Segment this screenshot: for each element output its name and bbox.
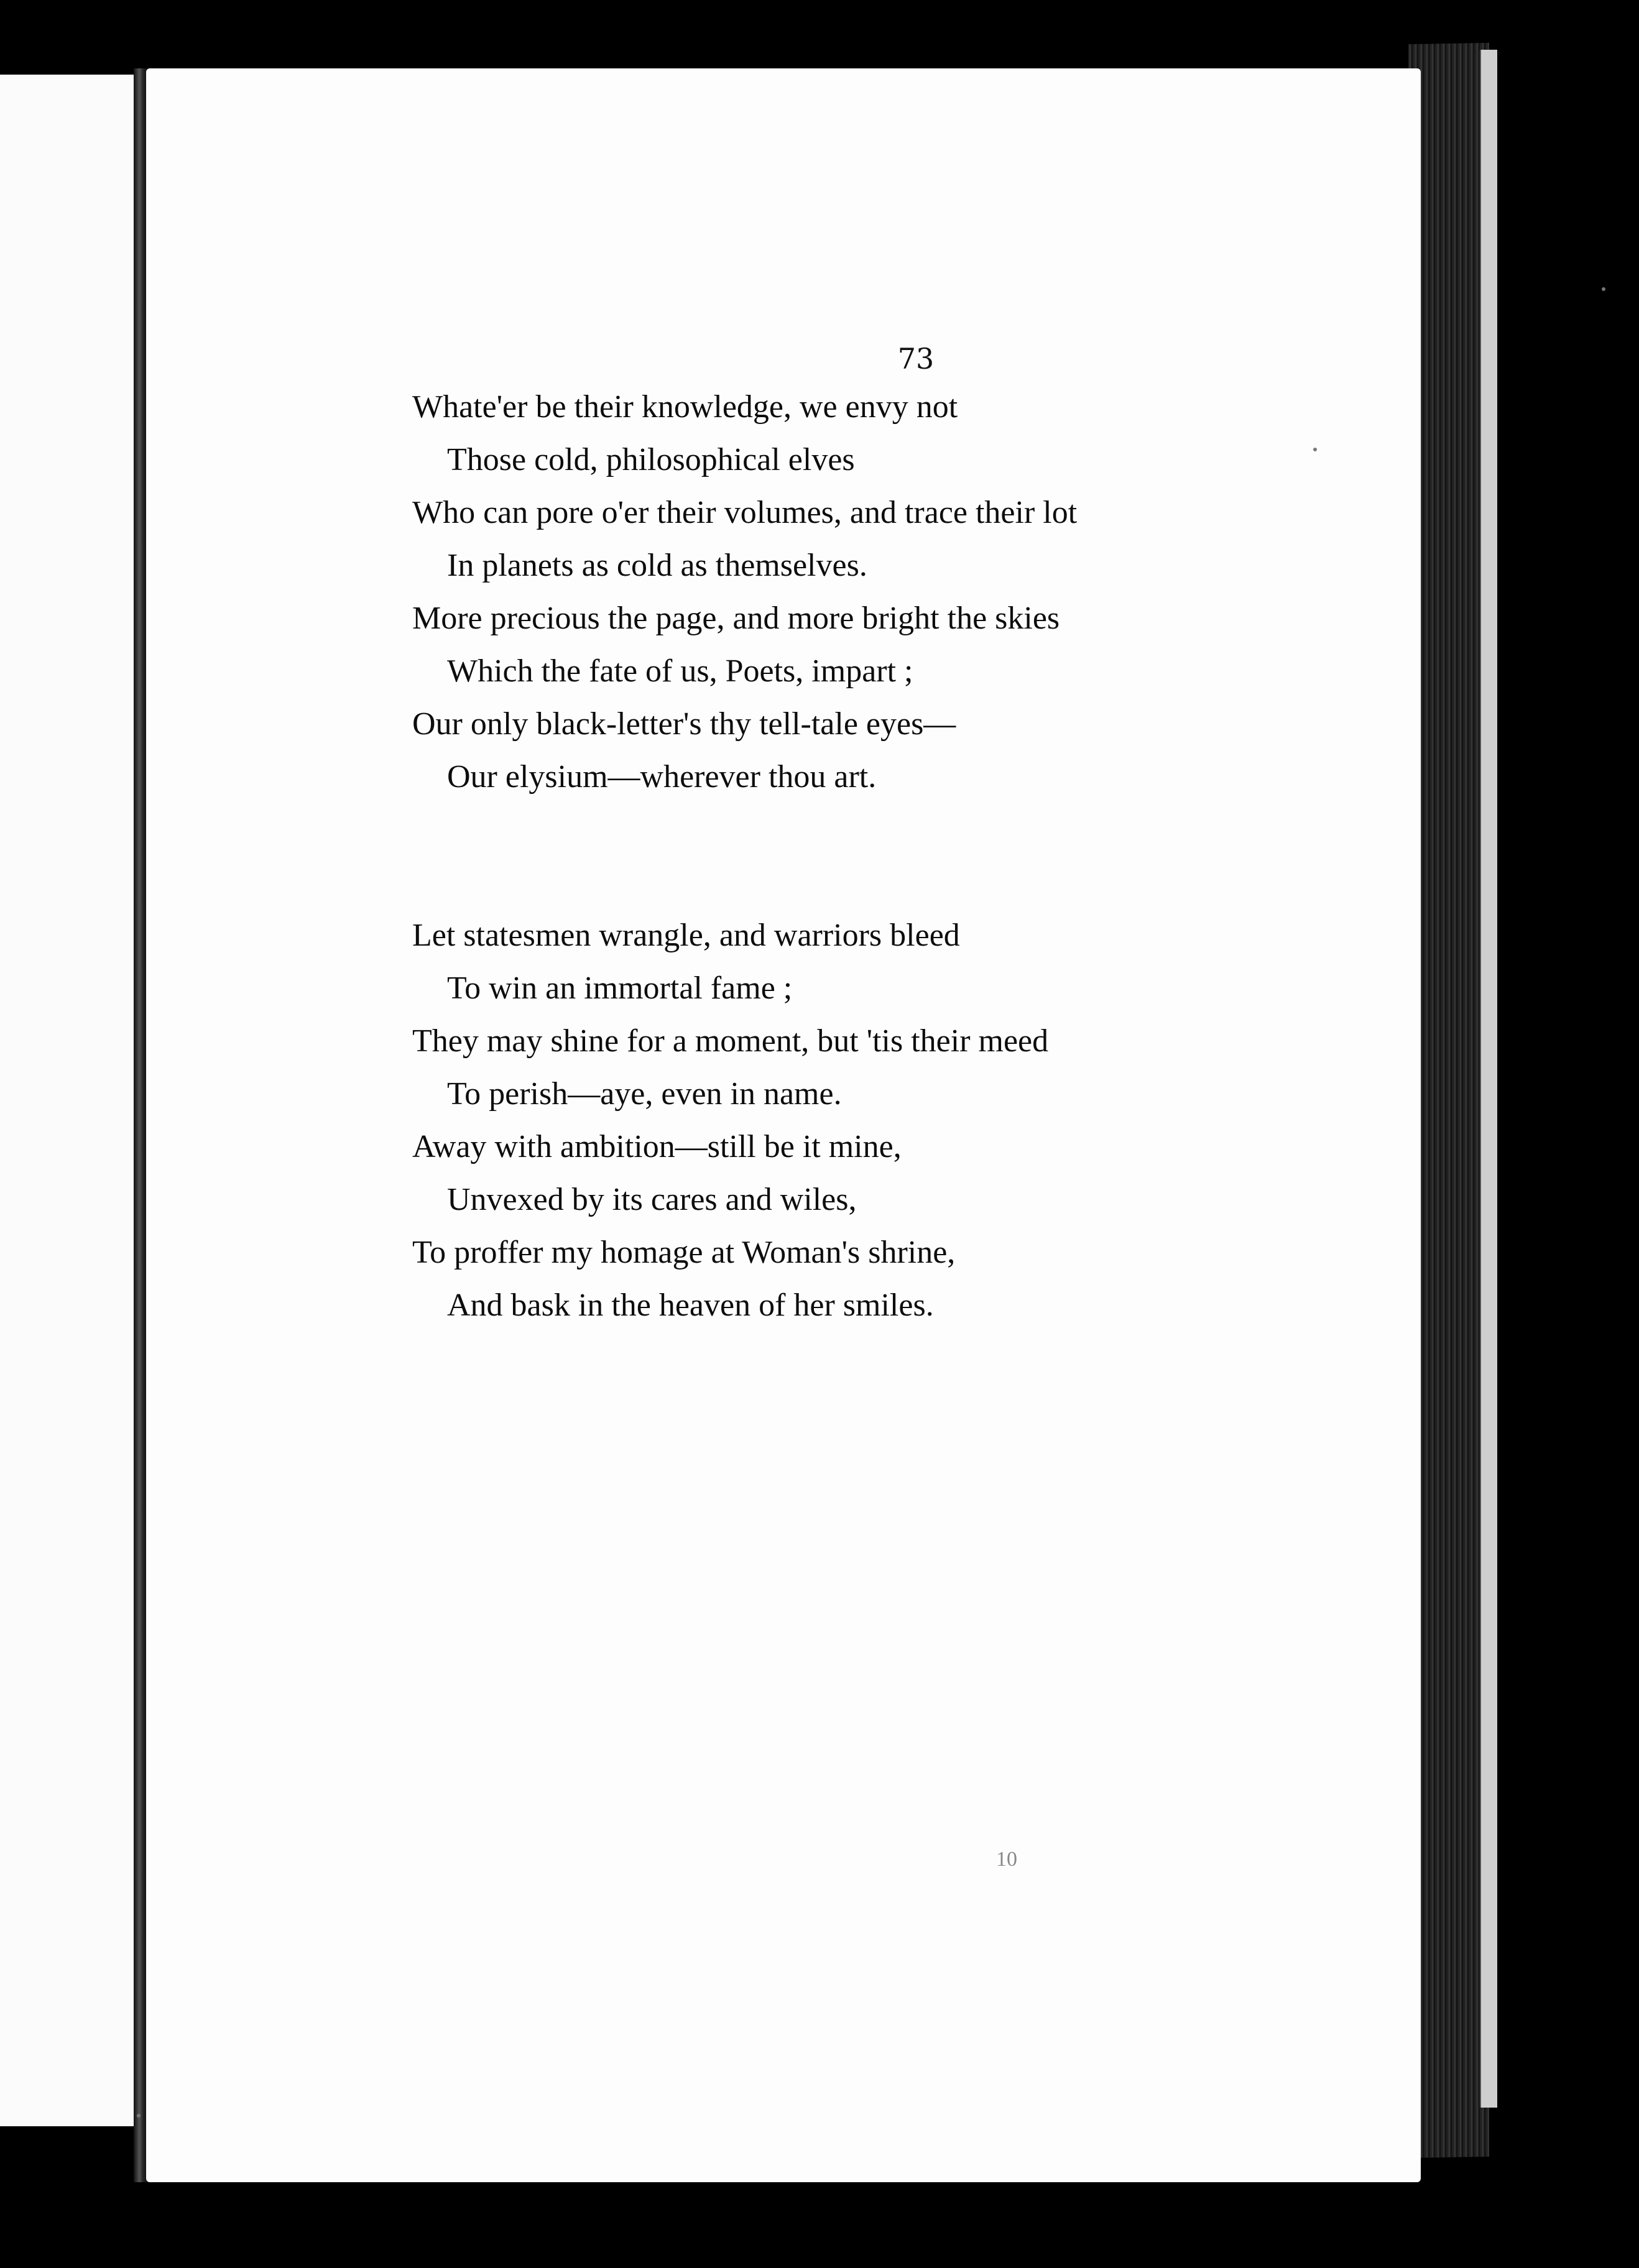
poem-line: Unvexed by its cares and wiles, [447,1182,857,1217]
stanza-2 [412,909,1048,1332]
poem-line: In planets as cold as themselves. [447,548,867,583]
poem-line: To perish—aye, even in name. [447,1076,842,1112]
stanza-1 [412,380,1077,803]
poem-line: And bask in the heaven of her smiles. [447,1288,934,1323]
poem-line: Whate'er be their knowledge, we envy not [412,389,958,425]
poem-line: To proffer my homage at Woman's shrine, [412,1235,956,1270]
left-page-edge [0,75,142,2126]
poem-line: They may shine for a moment, but 'tis their meed [412,1023,1049,1059]
poem-line: Which the fate of us, Poets, impart ; [447,653,913,689]
poem-line: Who can pore o'er their volumes, and trace their lot [412,495,1078,530]
poem-line: More precious the page, and more bright the skies [412,601,1060,636]
page-number: 73 [897,342,935,376]
book-cover-rim [1480,50,1497,2108]
poem-line: Let statesmen wrangle, and warriors bleed [412,918,960,953]
scan-speck [137,2114,141,2118]
scan-speck [1313,448,1317,451]
poem-line: Our only black-letter's thy tell-tale eyes— [412,706,956,742]
poem-line: To win an immortal fame ; [447,970,793,1006]
poem-line: Those cold, philosophical elves [447,442,855,477]
poem-line: Away with ambition—still be it mine, [412,1129,902,1164]
poem-line: Our elysium—wherever thou art. [447,759,877,795]
scan-speck [1602,287,1605,291]
printer-signature-mark: 10 [996,1848,1017,1871]
